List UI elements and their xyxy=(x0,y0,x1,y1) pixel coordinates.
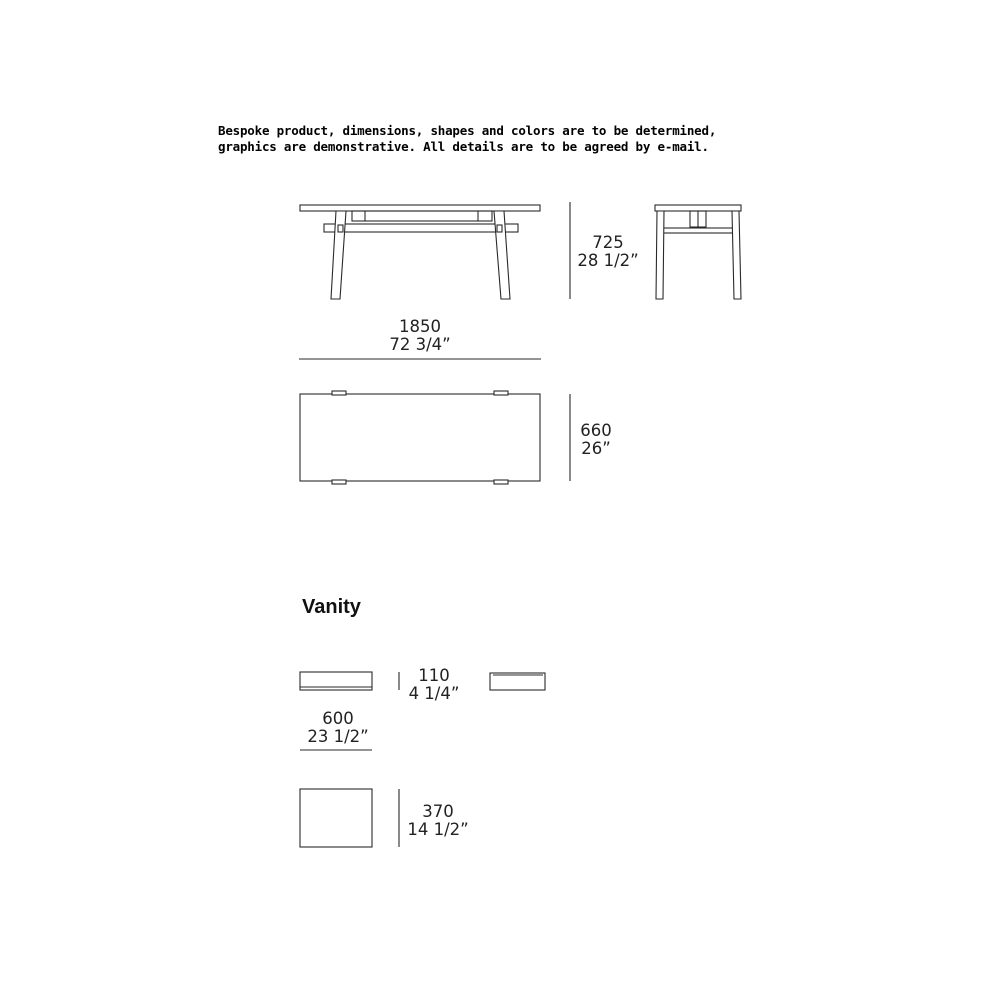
vanity-top-view xyxy=(300,789,372,847)
table-height-inch: 28 1/2” xyxy=(577,251,639,270)
vanity-height-mm: 110 xyxy=(418,666,450,685)
table-depth-inch: 26” xyxy=(581,439,611,458)
vanity-front-view xyxy=(300,672,372,690)
table-width-mm: 1850 xyxy=(399,317,441,336)
table-height-label xyxy=(576,234,640,270)
table-width-label xyxy=(380,318,460,354)
disclaimer-line-1: Bespoke product, dimensions, shapes and colors are to be determined, xyxy=(218,123,717,138)
vanity-width-mm: 600 xyxy=(322,709,354,728)
vanity-width-inch: 23 1/2” xyxy=(307,727,369,746)
table-top-view xyxy=(300,391,540,484)
vanity-width-label xyxy=(302,710,374,746)
vanity-depth-label xyxy=(406,803,470,839)
vanity-depth-mm: 370 xyxy=(422,802,454,821)
table-depth-label xyxy=(574,422,618,458)
disclaimer-line-2: graphics are demonstrative. All details are to be agreed by e-mail. xyxy=(218,139,709,154)
table-height-mm: 725 xyxy=(592,233,624,252)
vanity-side-view xyxy=(490,673,545,690)
vanity-height-label xyxy=(404,667,464,703)
vanity-height-inch: 4 1/4” xyxy=(408,684,460,703)
vanity-section-title: Vanity xyxy=(302,596,361,618)
table-side-view xyxy=(655,205,741,299)
vanity-depth-inch: 14 1/2” xyxy=(407,820,469,839)
table-depth-mm: 660 xyxy=(580,421,612,440)
table-front-view xyxy=(300,205,540,299)
table-width-inch: 72 3/4” xyxy=(389,335,451,354)
